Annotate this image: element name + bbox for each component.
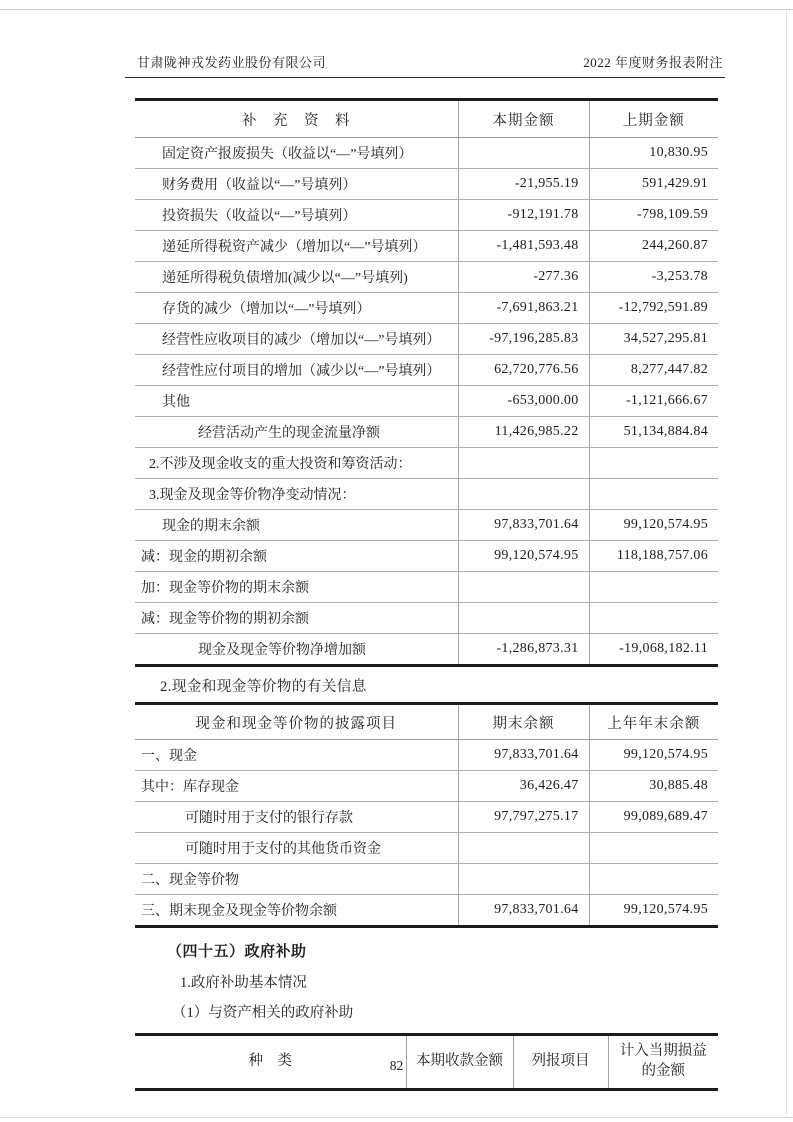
prior-amount-cell: 118,188,757.06 [589,541,718,572]
row-label: 可随时用于支付的其他货币资金 [135,833,458,864]
row-label: 可随时用于支付的银行存款 [135,802,458,833]
row-label: 存货的减少（增加以“—”号填列） [135,293,458,324]
table-row [135,479,718,510]
row-label: 现金及现金等价物净增加额 [135,634,458,666]
section-title-government-grants: （四十五）政府补助 [167,944,307,960]
section-45 [125,940,725,1025]
current-amount-cell: -21,955.19 [458,169,589,200]
current-amount-cell [458,864,589,895]
current-amount-cell: -912,191.78 [458,200,589,231]
table-row [135,200,718,231]
col-header-category: 种 类 [135,1035,406,1090]
page-content [125,0,725,1091]
prior-amount-cell: -12,792,591.89 [589,293,718,324]
row-label: 三、期末现金及现金等价物余额 [135,895,458,927]
row-label: 3.现金及现金等价物净变动情况： [135,479,458,510]
row-label: 经营性应收项目的减少（增加以“—”号填列） [135,324,458,355]
prior-amount-cell: 99,120,574.95 [589,895,718,927]
prior-amount-cell: 34,527,295.81 [589,324,718,355]
col-header-presentation-item: 列报项目 [513,1035,608,1090]
prior-amount-cell: -3,253.78 [589,262,718,293]
prior-amount-cell: -798,109.59 [589,200,718,231]
document-header [125,52,725,71]
current-amount-cell: -1,286,873.31 [458,634,589,666]
col-header-supplementary-data: 补 充 资 料 [135,100,458,138]
col-header-disclosure-item: 现金和现金等价物的披露项目 [135,704,458,740]
current-amount-cell: -277.36 [458,262,589,293]
row-label: 财务费用（收益以“—”号填列） [135,169,458,200]
table-row [135,833,718,864]
prior-amount-cell: 51,134,884.84 [589,417,718,448]
current-amount-cell: 97,797,275.17 [458,802,589,833]
current-amount-cell: -97,196,285.83 [458,324,589,355]
row-label: 投资损失（收益以“—”号填列） [135,200,458,231]
col-header-amount-received: 本期收款金额 [406,1035,513,1090]
col-header-current-amount: 本期金额 [458,100,589,138]
current-amount-cell: 97,833,701.64 [458,510,589,541]
current-amount-cell [458,448,589,479]
prior-amount-cell: 591,429.91 [589,169,718,200]
table-row [135,864,718,895]
row-label: 其中：库存现金 [135,771,458,802]
table-row [135,802,718,833]
table-row [135,448,718,479]
table-row [135,603,718,634]
table-row [135,138,718,169]
prior-amount-cell: -19,068,182.11 [589,634,718,666]
current-amount-cell: 11,426,985.22 [458,417,589,448]
company-name: 甘肃陇神戎发药业股份有限公司 [137,55,327,70]
row-label: 现金的期末余额 [135,510,458,541]
page-number: 82 [389,1058,404,1073]
col-header-amount-in-profit-loss: 计入当期损益 的金额 [608,1035,718,1090]
section-item-asset-related: （1）与资产相关的政府补助 [172,1005,354,1021]
current-amount-cell: 99,120,574.95 [458,541,589,572]
prior-amount-cell: 99,089,689.47 [589,802,718,833]
col-header-ending-balance: 期末余额 [458,704,589,740]
table-row [135,417,718,448]
prior-amount-cell: 244,260.87 [589,231,718,262]
table-row [135,634,718,666]
table-row [135,740,718,771]
row-label: 固定资产报废损失（收益以“—”号填列） [162,147,413,162]
current-amount-cell [458,833,589,864]
row-label: 2.不涉及现金收支的重大投资和筹资活动： [135,448,458,479]
prior-amount-cell: -1,121,666.67 [589,386,718,417]
scan-edge-top [0,9,793,10]
prior-amount-cell: 99,120,574.95 [589,510,718,541]
prior-amount-cell: 99,120,574.95 [589,740,718,771]
col-header-prior-year-end-balance: 上年年末余额 [589,704,718,740]
prior-amount-cell [589,479,718,510]
row-label: 加：现金等价物的期末余额 [135,572,458,603]
current-amount-cell [458,572,589,603]
table-row [135,386,718,417]
current-amount-cell [458,603,589,634]
row-label: 其他 [135,386,458,417]
prior-amount-cell: 8,277,447.82 [589,355,718,386]
current-amount-cell: -7,691,863.21 [458,293,589,324]
section-item-basic-info: 1.政府补助基本情况 [180,975,307,991]
current-amount-cell: 97,833,701.64 [458,740,589,771]
current-amount-cell [458,138,589,169]
row-label: 递延所得税资产减少（增加以“—”号填列） [135,231,458,262]
prior-amount-cell [589,448,718,479]
current-amount-cell [458,479,589,510]
scan-edge-right [786,10,787,1114]
row-label: 经营性应付项目的增加（减少以“—”号填列） [135,355,458,386]
supplementary-data-table [135,98,718,667]
current-amount-cell: 36,426.47 [458,771,589,802]
report-title: 2022 年度财务报表附注 [583,55,723,70]
prior-amount-cell: 10,830.95 [589,138,718,169]
table-row [135,771,718,802]
current-amount-cell: -1,481,593.48 [458,231,589,262]
header-rule [125,77,725,78]
table-row [135,895,718,927]
table-row [135,541,718,572]
table-header-row [135,100,718,138]
row-label: 经营活动产生的现金流量净额 [135,417,458,448]
table-row [135,231,718,262]
row-label: 减：现金等价物的期初余额 [135,603,458,634]
current-amount-cell: -653,000.00 [458,386,589,417]
prior-amount-cell: 30,885.48 [589,771,718,802]
table-row [135,324,718,355]
row-label: 递延所得税负债增加(减少以“—”号填列) [135,262,458,293]
row-label: 二、现金等价物 [135,864,458,895]
cash-info-note: 2.现金和现金等价物的有关信息 [160,679,367,695]
prior-amount-cell [589,603,718,634]
prior-amount-cell [589,864,718,895]
table-row [135,572,718,603]
table-row [135,262,718,293]
table-row [135,510,718,541]
current-amount-cell: 97,833,701.64 [458,895,589,927]
row-label: 一、现金 [141,749,197,764]
table-row [135,355,718,386]
table-row [135,169,718,200]
col-header-prior-amount: 上期金额 [589,100,718,138]
table-row [135,293,718,324]
prior-amount-cell [589,833,718,864]
row-label: 减：现金的期初余额 [135,541,458,572]
scan-edge-bottom [0,1117,793,1118]
prior-amount-cell [589,572,718,603]
table-header-row [135,704,718,740]
current-amount-cell: 62,720,776.56 [458,355,589,386]
cash-equivalents-table [135,702,718,928]
